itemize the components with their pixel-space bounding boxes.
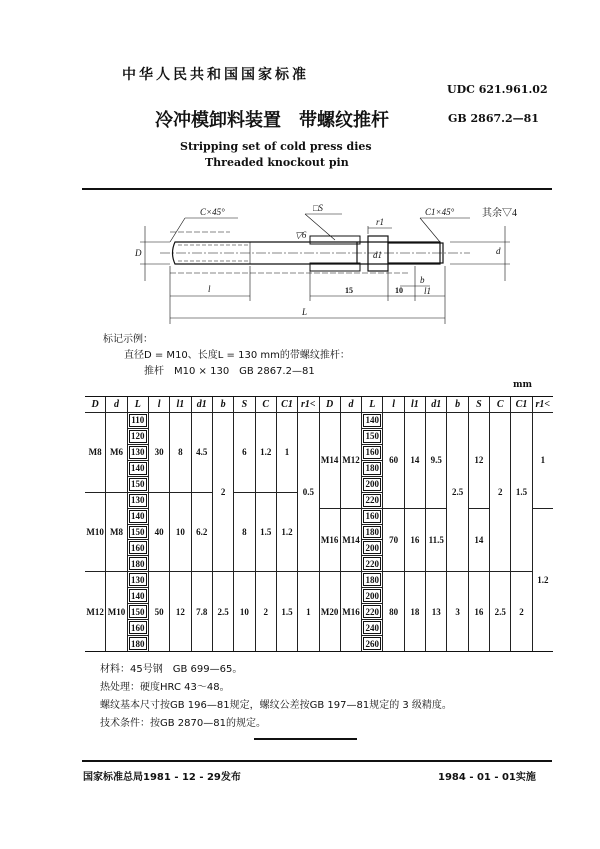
table-cell: M14 [341,509,361,572]
table-cell: M16 [320,509,340,572]
column-header: b [213,397,233,412]
note-thread: 螺纹基本尺寸按GB 196—81规定，螺纹公差按GB 197—81规定的 3 级精度。 [100,700,452,711]
table-cell: 14 [405,413,425,508]
table-cell: 70 [383,509,403,572]
column-header: D [320,397,340,412]
dim-L: L [302,307,308,317]
table-cell: 1 [298,572,318,651]
dim-d: d [496,246,501,256]
dim-b: b [420,275,425,285]
table-cell: 2.5 [447,413,467,571]
table-cell: 160 [128,540,148,555]
table-cell: M12 [341,413,361,508]
column-header: d [106,397,126,412]
column-header: C [256,397,276,412]
table-cell: M8 [85,413,105,492]
table-cell: M10 [106,572,126,651]
table-cell: 8 [170,413,190,492]
table-cell: 160 [362,509,382,524]
table-cell: M14 [320,413,340,508]
dim-l: l [208,284,211,294]
title-en-2: Threaded knockout pin [205,156,349,169]
note-heat-treatment: 热处理：硬度HRC 43～48。 [100,682,230,693]
table-cell: 1.5 [277,572,297,651]
column-header: C [490,397,510,412]
table-cell: 1.2 [533,509,553,651]
end-rule [254,738,357,740]
dim-D: D [135,248,142,258]
table-cell: 18 [405,572,425,651]
table-cell: 200 [362,540,382,555]
column-header: r1< [298,397,318,412]
table-cell: 4.5 [192,413,212,492]
table-cell: 130 [128,572,148,587]
table-cell: 16 [469,572,489,651]
table-cell: 1.2 [277,493,297,572]
table-cell: 8 [234,493,254,572]
table-cell: 1 [533,413,553,508]
table-cell: 130 [128,493,148,508]
pin-drawing [130,196,530,326]
note-technical: 技术条件：按GB 2870—81的规定。 [100,718,266,729]
table-cell: 1 [277,413,297,492]
example-line-2: 推杆 M10 × 130 GB 2867.2—81 [144,366,315,377]
dim-15: 15 [345,286,353,295]
table-cell: 200 [362,588,382,603]
table-cell: 1.5 [256,493,276,572]
table-cell: 30 [149,413,169,492]
table-cell: 60 [383,413,403,508]
table-cell: 180 [362,572,382,587]
dim-d1: d1 [373,250,382,260]
column-header: l1 [405,397,425,412]
table-cell: M10 [85,493,105,572]
table-cell: 1.2 [256,413,276,492]
table-cell: 160 [128,620,148,635]
table-cell: 180 [128,556,148,571]
table-cell: 80 [383,572,403,651]
dim-10: 10 [395,286,403,295]
table-cell: 1.5 [511,413,531,571]
example-line-1: 直径D = M10、长度L = 130 mm的带螺纹推杆： [124,350,350,361]
table-cell: 110 [128,413,148,428]
column-header: S [469,397,489,412]
table-cell: 180 [128,636,148,651]
table-cell: 2 [256,572,276,651]
table-cell: 40 [149,493,169,572]
table-cell: M16 [341,572,361,651]
udc-number: UDC 621.961.02 [447,83,548,96]
table-cell: 140 [128,509,148,524]
table-cell: 2 [213,413,233,571]
column-header: C1 [511,397,531,412]
unit-label: mm [513,380,533,390]
table-cell: 200 [362,477,382,492]
table-cell: 2.5 [490,572,510,651]
table-cell: 150 [128,525,148,540]
table-cell: 10 [170,493,190,572]
rest-roughness-label: 其余▽4 [482,208,517,219]
table-cell: 6 [234,413,254,492]
table-cell: 9.5 [426,413,446,508]
table-cell: 130 [128,445,148,460]
column-header: C1 [277,397,297,412]
chamfer-c1-label: C1×45° [425,207,455,217]
example-heading: 标记示例： [103,334,153,345]
dim-r1: r1 [376,217,385,227]
table-cell: 2.5 [213,572,233,651]
table-cell: M12 [85,572,105,651]
table-cell: 14 [469,509,489,572]
roughness-label: ▽6 [295,230,307,240]
column-header: d [341,397,361,412]
table-cell: 220 [362,556,382,571]
table-cell: 140 [362,413,382,428]
table-cell: 16 [405,509,425,572]
table-cell: 220 [362,493,382,508]
table-cell: 2 [490,413,510,571]
table-cell: 12 [170,572,190,651]
column-header: l [383,397,403,412]
page-title: 冷冲模卸料装置 带螺纹推杆 [155,110,389,131]
table-cell: 6.2 [192,493,212,572]
table-cell: 140 [128,588,148,603]
table-cell: 12 [469,413,489,508]
table-cell: 7.8 [192,572,212,651]
column-header: L [128,397,148,412]
column-header: D [85,397,105,412]
table-cell: 2 [511,572,531,651]
issue-date: 国家标准总局1981 - 12 - 29发布 [83,772,241,783]
square-s-label: □S [313,203,323,213]
header-rule [82,188,552,190]
table-cell: 180 [362,525,382,540]
table-cell: 150 [362,429,382,444]
spec-table [85,396,553,652]
table-cell: 50 [149,572,169,651]
column-header: l1 [170,397,190,412]
table-cell: M8 [106,493,126,572]
title-en-1: Stripping set of cold press dies [180,140,372,153]
column-header: l [149,397,169,412]
table-cell: 260 [362,636,382,651]
table-cell: 3 [447,572,467,651]
table-cell: 120 [128,429,148,444]
issuing-org: 中华人民共和国国家标准 [122,67,309,83]
column-header: L [362,397,382,412]
table-cell: 0.5 [298,413,318,571]
table-cell: 140 [128,461,148,476]
standard-number: GB 2867.2—81 [448,112,539,125]
table-cell: 240 [362,620,382,635]
table-cell: 10 [234,572,254,651]
column-header: d1 [426,397,446,412]
table-cell: M20 [320,572,340,651]
effective-date: 1984 - 01 - 01实施 [438,772,536,783]
table-cell: 150 [128,477,148,492]
table-cell: 220 [362,604,382,619]
table-cell: M6 [106,413,126,492]
table-cell: 13 [426,572,446,651]
column-header: S [234,397,254,412]
dim-l1: l1 [424,286,432,296]
column-header: d1 [192,397,212,412]
table-cell: 180 [362,461,382,476]
footer-rule [82,760,552,762]
table-cell: 150 [128,604,148,619]
column-header: r1< [533,397,553,412]
column-header: b [447,397,467,412]
note-material: 材料：45号钢 GB 699—65。 [100,664,243,675]
table-cell: 11.5 [426,509,446,572]
table-cell: 160 [362,445,382,460]
chamfer-c-label: C×45° [200,207,225,217]
